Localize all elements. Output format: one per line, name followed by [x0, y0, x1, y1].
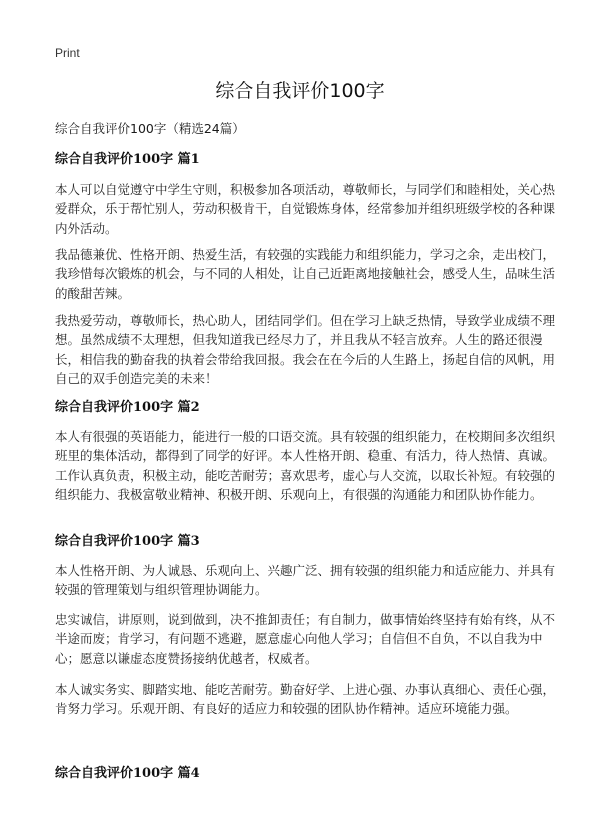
section-3-paragraph-2: 忠实诚信，讲原则，说到做到，决不推卸责任；有自制力，做事情始终坚持有始有终，从不半途而废；肯学习，有问题不逃避，愿意虚心向他人学习；自信但不自负，不以自我为中心；愿意以谦虚态度赞扬接纳优越者，权威者。: [55, 612, 556, 666]
section-3-paragraph-3: 本人诚实务实、脚踏实地、能吃苦耐劳。勤奋好学、上进心强、办事认真细心、责任心强，肯努力学习。乐观开朗、有良好的适应力和较强的团队协作精神。适应环境能力强。: [55, 682, 556, 717]
section-1-paragraph-1: 本人可以自觉遵守中学生守则，积极参加各项活动，尊敬师长，与同学们和睦相处，关心热爱群众，乐于帮忙别人，劳动积极肯干，自觉锻炼身体，经常参加并组织班级学校的各种课内外活动。: [55, 182, 556, 236]
section-heading-3: 综合自我评价100字 篇3: [55, 534, 200, 549]
print-label: Print: [55, 46, 80, 60]
section-1-paragraph-3: 我热爱劳动，尊敬师长，热心助人，团结同学们。但在学习上缺乏热情，导致学业成绩不理想。虽然成绩不太理想，但我知道我已经尽力了，并且我从不轻言放弃。人生的路还很漫长，相信我的勤奋我的执着会带给我回报。我会在在今后的人生路上，扬起自信的风帆，用自己的双手创造完美的未来！: [55, 313, 556, 387]
section-heading-1: 综合自我评价100字 篇1: [55, 152, 200, 167]
page-title: 综合自我评价100字: [215, 80, 385, 102]
section-heading-4: 综合自我评价100字 篇4: [55, 766, 200, 781]
section-3-paragraph-1: 本人性格开朗、为人诚恳、乐观向上、兴趣广泛、拥有较强的组织能力和适应能力、并具有较强的管理策划与组织管理协调能力。: [55, 563, 556, 598]
section-1-paragraph-2: 我品德兼优、性格开朗、热爱生活，有较强的实践能力和组织能力，学习之余，走出校门，我珍惜每次锻炼的机会，与不同的人相处，让自己近距离地接触社会，感受人生，品味生活的酸甜苦辣。: [55, 247, 556, 301]
document-subtitle: 综合自我评价100字（精选24篇）: [55, 121, 245, 136]
section-2-paragraph-1: 本人有很强的英语能力，能进行一般的口语交流。具有较强的组织能力，在校期间多次组织班里的集体活动，都得到了同学的好评。本人性格开朗、稳重、有活力，待人热情、真诚。工作认真负责，积极主动，能吃苦耐劳；喜欢思考，虚心与人交流，以取长补短。有较强的组织能力、我极富敬业精神、积极开朗、乐观向上，有很强的沟通能力和团队协作能力。: [55, 429, 556, 503]
section-heading-2: 综合自我评价100字 篇2: [55, 400, 200, 415]
